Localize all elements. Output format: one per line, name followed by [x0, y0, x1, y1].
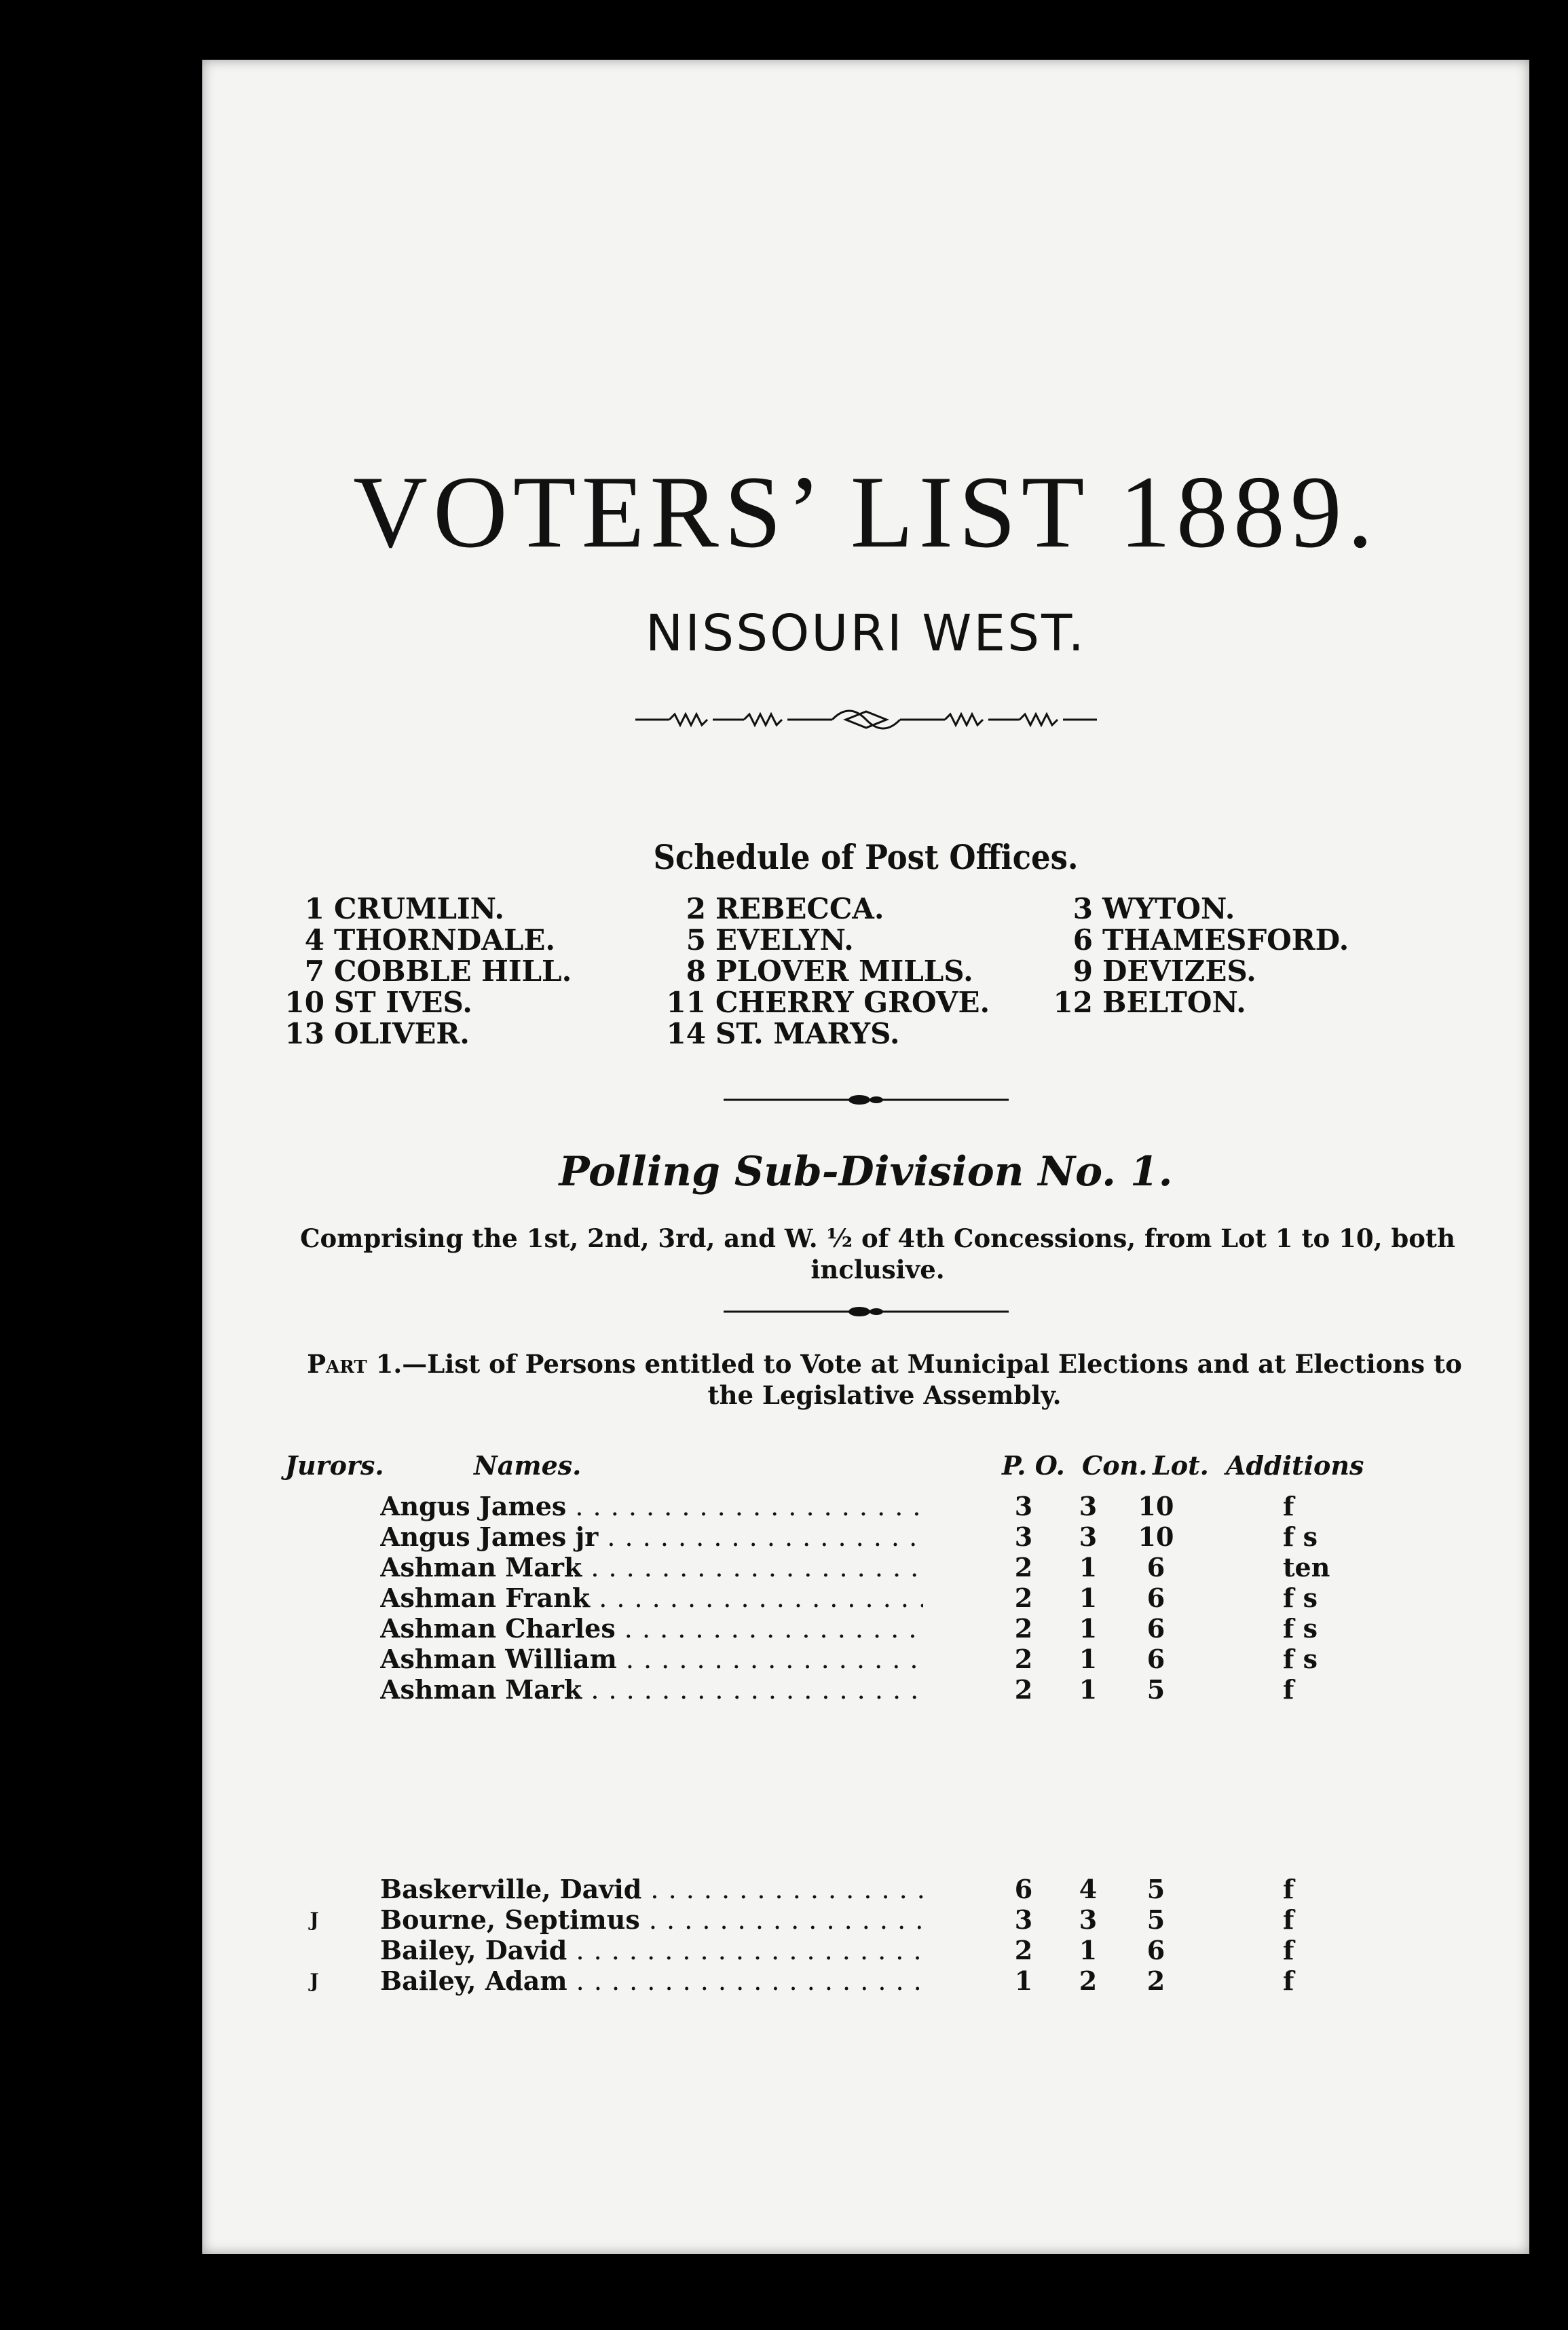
juror-mark: J	[310, 1908, 319, 1931]
col-header-jurors: Jurors.	[285, 1450, 384, 1481]
lot-cell: 10	[1138, 1521, 1174, 1552]
additions-cell: f s	[1283, 1521, 1318, 1552]
lot-cell: 6	[1146, 1935, 1165, 1965]
table-row	[202, 1904, 1529, 1935]
post-office-entry: 3 WYTON.	[1072, 892, 1235, 925]
post-office-entry: 4 THORNDALE.	[304, 923, 555, 957]
lot-cell: 5	[1146, 1874, 1165, 1904]
additions-cell: f	[1283, 1874, 1294, 1904]
voter-name: Ashman Frank . . .	[380, 1583, 923, 1614]
additions-cell: f s	[1283, 1613, 1318, 1644]
divider-rule-2	[202, 1303, 1529, 1323]
concession-cell: 3	[1079, 1521, 1098, 1552]
divider-rule	[202, 1092, 1529, 1111]
post-office-col-2	[665, 893, 990, 1050]
lot-cell: 5	[1146, 1904, 1165, 1935]
post-office-entry: 7 COBBLE HILL.	[304, 955, 572, 988]
voter-name: Bourne, Septimus . . .	[380, 1904, 923, 1936]
concession-cell: 1	[1079, 1644, 1098, 1674]
post-office-cell: 3	[1014, 1904, 1033, 1935]
voter-name: Ashman Mark . . .	[380, 1674, 923, 1705]
concession-cell: 2	[1079, 1965, 1098, 1996]
voter-name: Ashman William . . .	[380, 1644, 923, 1675]
table-row	[202, 1491, 1529, 1521]
post-office-entry: 10 ST IVES.	[284, 986, 472, 1019]
lot-cell: 6	[1146, 1613, 1165, 1644]
voters-table-b	[202, 1874, 1529, 2003]
additions-cell: f	[1283, 1904, 1294, 1935]
table-row	[202, 1552, 1529, 1583]
concession-cell: 4	[1079, 1874, 1098, 1904]
list-title: VOTERS’ LIST 1889.	[353, 455, 1379, 569]
voter-name: Ashman Charles . . .	[380, 1613, 923, 1644]
lot-cell: 2	[1146, 1965, 1165, 1996]
concession-cell: 1	[1079, 1552, 1098, 1583]
post-office-cell: 3	[1014, 1521, 1033, 1552]
voter-name: Angus James jr . . .	[380, 1521, 923, 1553]
post-office-cell: 2	[1014, 1674, 1033, 1705]
voter-name: Bailey, Adam . . .	[380, 1965, 923, 1997]
post-office-entry: 14 ST. MARYS.	[666, 1017, 900, 1050]
concession-cell: 1	[1079, 1583, 1098, 1613]
document-page	[202, 60, 1529, 2254]
part-description	[284, 1348, 1485, 1411]
table-row	[202, 1874, 1529, 1904]
table-row	[202, 1521, 1529, 1552]
table-row	[202, 1674, 1529, 1705]
voter-name: Bailey, David . . .	[380, 1935, 923, 1966]
post-office-entry: 1 CRUMLIN.	[304, 892, 504, 925]
post-office-entry: 13 OLIVER.	[284, 1017, 470, 1050]
lot-cell: 6	[1146, 1644, 1165, 1674]
additions-cell: f s	[1283, 1644, 1318, 1674]
schedule-heading: Schedule of Post Offices.	[653, 837, 1079, 877]
post-office-cell: 6	[1014, 1874, 1033, 1904]
post-office-cell: 2	[1014, 1644, 1033, 1674]
post-office-col-3	[1052, 893, 1349, 1018]
col-header-names: Names.	[474, 1450, 582, 1481]
table-row	[202, 1935, 1529, 1965]
post-office-entry: 12 BELTON.	[1053, 986, 1246, 1019]
post-office-cell: 2	[1014, 1935, 1033, 1965]
post-office-col-1	[284, 893, 572, 1050]
voters-table-a	[202, 1491, 1529, 1708]
part-text: —List of Persons entitled to Vote at Municipal Elections and at Elections to the Legislative Assembly.	[402, 1349, 1462, 1410]
col-header-lot: Lot.	[1153, 1450, 1209, 1481]
col-header-con: Con.	[1082, 1450, 1148, 1481]
lot-cell: 6	[1146, 1552, 1165, 1583]
post-office-entry: 5 EVELYN.	[686, 923, 854, 957]
post-office-entry: 11 CHERRY GROVE.	[666, 986, 990, 1019]
concession-cell: 3	[1079, 1904, 1098, 1935]
table-row	[202, 1644, 1529, 1674]
post-office-entry: 8 PLOVER MILLS.	[686, 955, 973, 988]
additions-cell: f	[1283, 1935, 1294, 1965]
concession-cell: 1	[1079, 1935, 1098, 1965]
additions-cell: f	[1283, 1965, 1294, 1996]
post-office-cell: 2	[1014, 1613, 1033, 1644]
post-office-cell: 2	[1014, 1583, 1033, 1613]
voter-name: Ashman Mark . . .	[380, 1552, 923, 1583]
post-office-entry: 6 THAMESFORD.	[1072, 923, 1349, 957]
post-office-entry: 9 DEVIZES.	[1072, 955, 1256, 988]
col-header-po: P. O.	[1002, 1450, 1065, 1481]
concession-cell: 3	[1079, 1491, 1098, 1521]
voter-name: Baskerville, David . . .	[380, 1874, 923, 1905]
polling-heading: Polling Sub-Division No. 1.	[559, 1148, 1173, 1196]
juror-mark: J	[310, 1970, 319, 1992]
post-office-cell: 2	[1014, 1552, 1033, 1583]
voter-name: Angus James . . .	[380, 1491, 923, 1522]
table-row	[202, 1613, 1529, 1644]
squiggle-ornament	[202, 699, 1529, 743]
part-label: Part 1.	[307, 1349, 403, 1379]
township-subtitle: NISSOURI WEST.	[645, 604, 1087, 663]
lot-cell: 6	[1146, 1583, 1165, 1613]
lot-cell: 10	[1138, 1491, 1174, 1521]
post-office-cell: 1	[1014, 1965, 1033, 1996]
additions-cell: f	[1283, 1491, 1294, 1521]
additions-cell: f s	[1283, 1583, 1318, 1613]
lot-cell: 5	[1146, 1674, 1165, 1705]
table-row	[202, 1965, 1529, 1996]
col-header-additions: Additions	[1226, 1450, 1364, 1481]
polling-description: Comprising the 1st, 2nd, 3rd, and W. ½ of 4th Concessions, from Lot 1 to 10, both inclusive.	[300, 1223, 1455, 1284]
additions-cell: ten	[1283, 1552, 1330, 1583]
post-office-cell: 3	[1014, 1491, 1033, 1521]
table-row	[202, 1583, 1529, 1613]
post-office-entry: 2 REBECCA.	[686, 892, 884, 925]
additions-cell: f	[1283, 1674, 1294, 1705]
concession-cell: 1	[1079, 1674, 1098, 1705]
concession-cell: 1	[1079, 1613, 1098, 1644]
